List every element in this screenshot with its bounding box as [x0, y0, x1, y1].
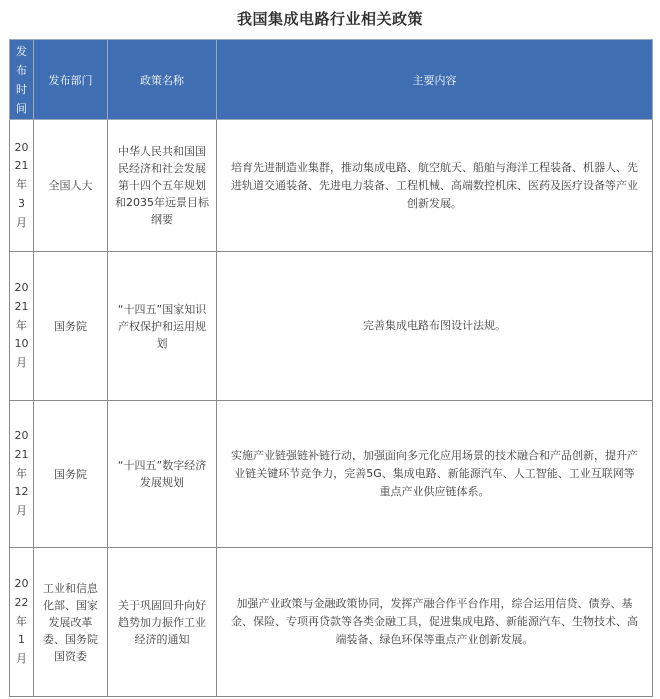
cell-policy-name: “十四五”国家知识产权保护和运用规划	[108, 252, 217, 401]
cell-policy-name: 关于巩固回升向好趋势加力振作工业经济的通知	[108, 548, 217, 697]
table-row	[10, 120, 653, 252]
cell-dept: 国务院	[34, 252, 108, 401]
table-row	[10, 252, 653, 401]
table-row	[10, 548, 653, 697]
cell-dept: 国务院	[34, 401, 108, 548]
cell-content: 培育先进制造业集群，推动集成电路、航空航天、船舶与海洋工程装备、机器人、先进轨道交通装备、先进电力装备、工程机械、高端数控机床、医药及医疗设备等产业创新发展。	[217, 120, 653, 252]
table-row	[10, 401, 653, 548]
header-dept: 发布部门	[34, 40, 108, 120]
header-content: 主要内容	[217, 40, 653, 120]
table-header-row	[10, 40, 653, 120]
cell-time: 2022年1月	[10, 548, 34, 697]
cell-dept: 工业和信息化部、国家发展改革委、国务院国资委	[34, 548, 108, 697]
header-time: 发布时间	[10, 40, 34, 120]
cell-policy-name: 中华人民共和国国民经济和社会发展第十四个五年规划和2035年远景目标纲要	[108, 120, 217, 252]
cell-content: 实施产业链强链补链行动，加强面向多元化应用场景的技术融合和产品创新，提升产业链关键环节竞争力，完善5G、集成电路、新能源汽车、人工智能、工业互联网等重点产业供应链体系。	[217, 401, 653, 548]
cell-policy-name: “十四五”数字经济发展规划	[108, 401, 217, 548]
cell-content: 完善集成电路布图设计法规。	[217, 252, 653, 401]
cell-time: 2021年10月	[10, 252, 34, 401]
page-title: 我国集成电路行业相关政策	[236, 10, 423, 28]
cell-content: 加强产业政策与金融政策协同，发挥产融合作平台作用，综合运用信贷、债券、基金、保险、专项再贷款等各类金融工具，促进集成电路、新能源汽车、生物技术、高端装备、绿色环保等重点产业创新发展。	[217, 548, 653, 697]
cell-time: 2021年3月	[10, 120, 34, 252]
cell-dept: 全国人大	[34, 120, 108, 252]
header-name: 政策名称	[108, 40, 217, 120]
policy-table	[9, 39, 653, 697]
cell-time: 2021年12月	[10, 401, 34, 548]
